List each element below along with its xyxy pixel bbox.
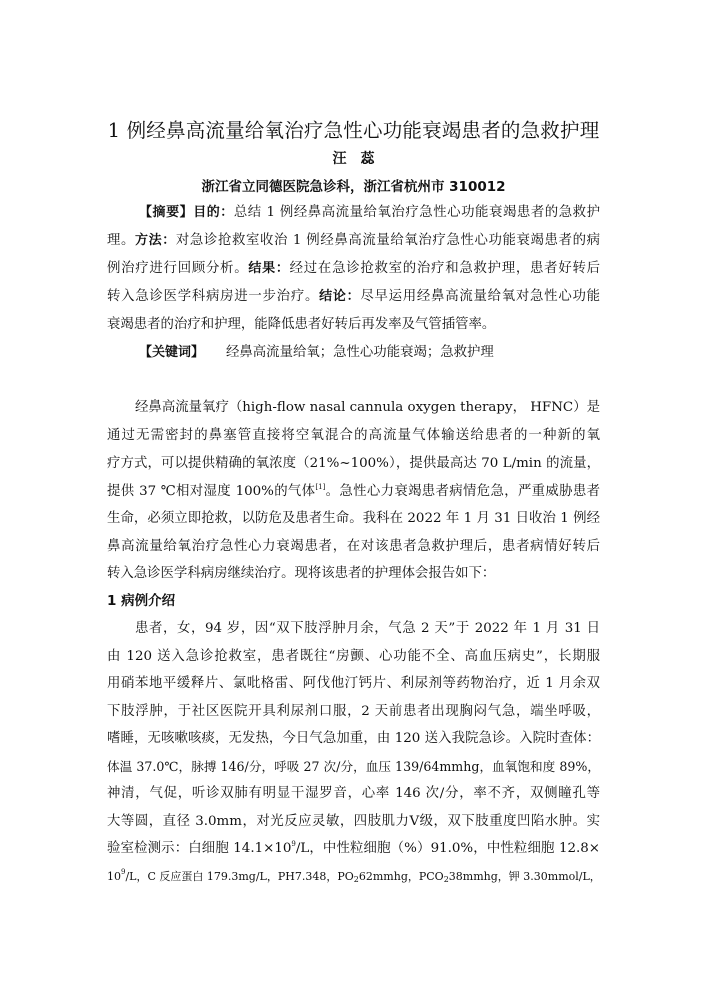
case-line-9-b: /L，中性粒细胞（%）91.0%，中性粒细胞 12.8× [295, 841, 600, 856]
case-line-6: 体温 37.0℃，脉搏 146/分，呼吸 27 次/分，血压 139/64mmhg，血氧饱和度 89%， [107, 759, 600, 774]
intro-line-2: 通过无需密封的鼻塞管直接将空氧混合的高流量气体输送给患者的一种新的氧 [107, 428, 600, 443]
case-line-10-b: /L，C 反应蛋白 179.3mg/L，PH7.348，PO [125, 870, 354, 883]
abstract-conclusion-label: 结论： [319, 289, 361, 304]
intro-line-3: 疗方式，可以提供精确的氧浓度（21%~100%），提供最高达 70 L/min 的流量， [107, 456, 600, 471]
abstract-result-text: 经过在急诊抢救室的治疗和急救护理，患者好转后 [289, 261, 600, 276]
intro-line-1: 经鼻高流量氧疗（high-flow nasal cannula oxygen therapy， HFNC）是 [135, 400, 600, 415]
citation-ref: [1] [315, 483, 326, 491]
abstract-line-2 [107, 229, 600, 253]
keywords-label: 【关键词】 [139, 345, 205, 360]
subscript: 2 [353, 875, 359, 884]
case-line-10-a: 10 [107, 870, 121, 883]
keywords-line [139, 341, 632, 365]
abstract-line-5: 衰竭患者的治疗和护理，能降低患者好转后再发率及气管插管率。 [107, 317, 496, 332]
author-affiliation: 浙江省立同德医院急诊科，浙江省杭州市 310012 [201, 179, 506, 195]
intro-line-4 [107, 480, 600, 504]
abstract-purpose-text: 总结 1 例经鼻高流量给氧治疗急性心功能衰竭患者的急救护 [233, 205, 600, 220]
intro-line-6: 鼻高流量给氧治疗急性心力衰竭患者，在对该患者急救护理后，患者病情好转后 [107, 539, 600, 554]
case-line-9 [107, 837, 600, 861]
abstract-result-cont: 转入急诊医学科病房进一步治疗。 [107, 289, 320, 304]
case-line-9-a: 验室检测示：白细胞 14.1×10 [107, 841, 292, 856]
case-line-8: 大等圆，直径 3.0mm，对光反应灵敏，四肢肌力Ⅴ级，双下肢重度凹陷水肿。实 [107, 814, 600, 829]
abstract-line-1 [139, 201, 600, 225]
abstract-line-3 [107, 257, 600, 281]
case-line-2: 由 120 送入急诊抢救室，患者既往“房颤、心功能不全、高血压病史”，长期服 [107, 649, 600, 664]
abstract-line-4 [107, 285, 600, 309]
abstract-purpose-cont: 理。 [107, 233, 136, 248]
author-name: 汪蕊 [332, 151, 389, 167]
case-line-10-d: 38mmhg，钾 3.30mmol/L， [448, 870, 601, 883]
intro-line-7: 转入急诊医学科病房继续治疗。现将该患者的护理体会报告如下： [107, 566, 496, 581]
abstract-method-cont: 例治疗进行回顾分析。 [107, 261, 249, 276]
intro-line-4-a: 提供 37 ℃相对湿度 100%的气体 [107, 484, 316, 499]
case-line-1: 患者，女，94 岁，因“双下肢浮肿月余，气急 2 天”于 2022 年 1 月 31 日 [135, 621, 600, 636]
keywords-text: 经鼻高流量给氧；急性心功能衰竭；急救护理 [226, 345, 494, 360]
abstract-purpose-label: 【摘要】目的： [139, 205, 234, 220]
intro-line-5: 生命，必须立即抢救，以防危及患者生命。我科在 2022 年 1 月 31 日收治 1 例经 [107, 511, 600, 526]
case-line-10 [107, 865, 600, 889]
case-line-3: 用硝苯地平缓释片、氯吡格雷、阿伐他汀钙片、利尿剂等药物治疗，近 1 月余双 [107, 676, 600, 691]
paper-title: 1 例经鼻高流量给氧治疗急性心功能衰竭患者的急救护理 [107, 119, 600, 142]
case-line-4: 下肢浮肿，于社区医院开具利尿剂口服，2 天前患者出现胸闷气急，端坐呼吸， [107, 704, 600, 719]
abstract-result-label: 结果： [248, 261, 290, 276]
subscript: 2 [443, 875, 449, 884]
exponent: 9 [121, 868, 126, 876]
section-heading: 1 病例介绍 [107, 593, 176, 609]
case-line-7: 神清，气促，听诊双肺有明显干湿罗音，心率 146 次/分，率不齐，双侧瞳孔等 [107, 786, 600, 801]
case-line-5: 嗜睡，无咳嗽咳痰，无发热，今日气急加重，由 120 送入我院急诊。入院时查体： [107, 731, 600, 746]
abstract-method-text: 对急诊抢救室收治 1 例经鼻高流量给氧治疗急性心功能衰竭患者的病 [175, 233, 600, 248]
abstract-method-label: 方法： [135, 233, 176, 248]
abstract-conclusion-text: 尽早运用经鼻高流量给氧对急性心功能 [360, 289, 600, 304]
intro-line-4-b: 。急性心力衰竭患者病情危急，严重威胁患者 [325, 484, 601, 499]
exponent: 9 [291, 840, 296, 848]
case-line-10-c: 62mmhg，PCO [358, 870, 444, 883]
